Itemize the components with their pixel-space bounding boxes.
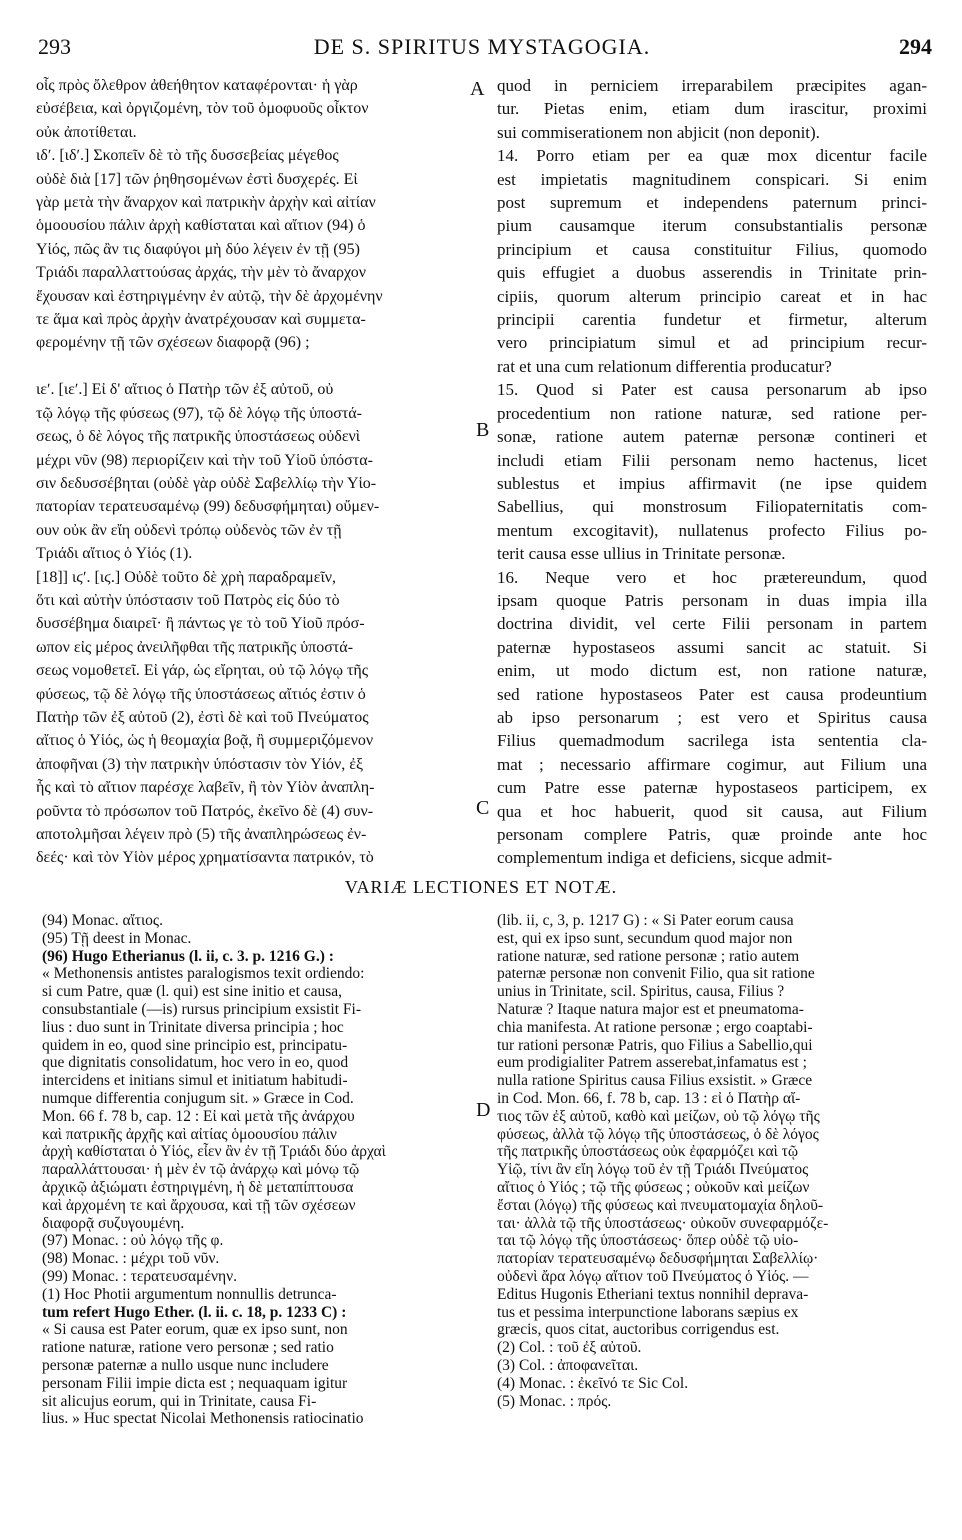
- greek-text-line: ὁμοουσίου πάλιν ἀρχὴ καθίσταται καὶ αἴτιον (94) ὁ: [36, 217, 366, 235]
- note-line: (lib. ii, c, 3, p. 1217 G) : « Si Pater eorum causa: [497, 912, 794, 929]
- note-line: οὐδενὶ ἄρα λόγῳ αἴτιον τοῦ Πνεύματος ὁ Υἱός. —: [497, 1267, 809, 1285]
- greek-text-line: φερομένην τῇ τῶν σχέσεων διαφορᾷ (96) ;: [36, 334, 310, 352]
- latin-text-line: Sabellius, qui monstrosum Filiopaternitatis com-: [497, 497, 927, 517]
- note-line: tur rationi personæ Patris, quo Filius a Sabellio,qui: [497, 1036, 813, 1054]
- note-line: ἔσται (λόγῳ) τῆς φύσεως καὶ πνευματομαχία δηλοῦ-: [497, 1196, 824, 1214]
- greek-text-line: σεως νομοθετεῖ. Εἰ γάρ, ὡς εἴρηται, οὐ τῷ λόγῳ τῆς: [36, 662, 369, 680]
- note-line: tum refert Hugo Ether. (l. ii. c. 18, p. 1233 C) :: [42, 1303, 347, 1321]
- note-line: ratione naturæ, sed ratione personæ ; ratio autem: [497, 947, 800, 965]
- greek-text-line: σεως, ὁ δὲ λόγος τῆς πατρικῆς ὑποστάσεως οὐδενὶ: [36, 428, 361, 446]
- greek-text-line: ἔχουσαν καὶ ἐστηριγμένην ἐν αὐτῷ, τὴν δὲ ἀρχομένην: [36, 287, 383, 305]
- latin-text-line: mat ; necessario affirmare cogimur, aut Filium una: [497, 754, 927, 774]
- note-line: in Cod. Mon. 66, f. 78 b, cap. 13 : εἰ ὁ Πατὴρ αἴ-: [497, 1089, 801, 1107]
- greek-text-line: οἷς πρὸς ὄλεθρον ἀθεήθητον καταφέρονται· ἡ γὰρ: [36, 77, 358, 94]
- greek-text-line: ιδʹ. [ιδʹ.] Σκοπεῖν δὲ τὸ τῆς δυσσεβείας μέγεθος: [36, 147, 339, 165]
- latin-text-line: rat et una cum relationum differentia producatur?: [497, 356, 832, 376]
- latin-text-line: ab ipso personarum ; est vero et Spiritus causa: [497, 707, 927, 727]
- note-line: τιος τῶν ἐξ αὐτοῦ, καθὸ καὶ μείζων, οὐ τῷ λόγῳ τῆς: [497, 1107, 820, 1125]
- note-line: tus et pessima interpunctione laborans sæpius ex: [497, 1303, 799, 1321]
- note-line: αἴτιος ὁ Υἱός ; τῷ τῆς φύσεως ; οὐκοῦν καὶ μείζων: [497, 1178, 810, 1196]
- greek-text-line: πατορίαν τερατευσαμένῳ (99) δεδυσφήμηται) οὔμεν-: [36, 498, 380, 516]
- notes-heading: VARIÆ LECTIONES ET NOTÆ.: [344, 877, 618, 897]
- greek-text-line: ουν οὐκ ἂν εἴη οὐδενὶ τρόπῳ οὐδενὸς τῶν ἐν τῇ: [36, 521, 342, 539]
- latin-text-line: sed ratione hypostaseos Pater est causa prodeuntium: [497, 684, 927, 704]
- note-line: ratione naturæ, ratione vero personæ ; sed ratio: [42, 1339, 334, 1357]
- notes-right-column: [497, 912, 927, 1410]
- note-line: unius in Trinitate, scil. Spiritus, causa, Filius ?: [497, 983, 785, 1001]
- greek-text-line: Τριάδι παραλλαττούσας ἀρχάς, τὴν μὲν τὸ ἄναρχον: [36, 264, 366, 282]
- latin-text-line: complementum indiga et deficiens, sicque admit-: [497, 848, 833, 868]
- margin-letter-b: B: [476, 419, 490, 441]
- greek-text-line: Τριάδι αἴτιος ὁ Υἱός (1).: [36, 545, 193, 563]
- latin-text-line: 15. Quod si Pater est causa personarum ab ipso: [497, 380, 927, 400]
- note-line: (99) Monac. : τερατευσαμένην.: [42, 1267, 237, 1285]
- notes-left-column: [42, 912, 474, 1428]
- page-number-left: 293: [38, 34, 71, 59]
- greek-text-line: οὐκ ἀποτίθεται.: [36, 123, 137, 141]
- latin-text-line: personam complere Patris, quæ proinde ante hoc: [497, 825, 927, 844]
- latin-text-line: mentum excogitavit), nullatenus profecto Filius po-: [497, 520, 927, 540]
- note-line: (98) Monac. : μέχρι τοῦ νῦν.: [42, 1250, 220, 1268]
- note-line: « Si causa est Pater eorum, quæ ex ipso sunt, non: [42, 1321, 348, 1339]
- greek-text-line: οὐδὲ διὰ [17] τῶν ῥηθησομένων ἐστὶ δυσχερές. Εἰ: [36, 170, 358, 188]
- note-line: personam Filii impie dicta est ; nequaquam igitur: [42, 1374, 348, 1392]
- latin-text-line: principii carentia fundetur et firmetur, alterum: [497, 310, 927, 330]
- note-line: que dignitatis consolidatum, hoc vero in eo, quod: [42, 1054, 349, 1072]
- greek-text-line: ωπον εἰς μέρος ἀνειλῆφθαι τῆς πατρικῆς ὑποστά-: [36, 638, 354, 656]
- note-line: καὶ πατρικῆς ἀρχῆς καὶ αἰτίας ὁμοουσίου πάλιν: [42, 1125, 337, 1143]
- note-line: intercidens et initians simul et initiatum habitudi-: [42, 1072, 348, 1090]
- note-line: quidem in eo, quod sine principio est, principatu-: [42, 1036, 348, 1054]
- note-line: consubstantiale (—is) rursus principium exsistit Fi-: [42, 1000, 362, 1018]
- note-line: (96) Hugo Etherianus (l. ii, c. 3. p. 1216 G.) :: [42, 947, 334, 965]
- latin-text-line: tur. Pietas enim, etiam dum irascitur, proximi: [497, 99, 927, 119]
- latin-text-line: pium causamque iterum consubstantialis personæ: [497, 216, 927, 236]
- greek-text-line: [36, 355, 468, 378]
- note-line: (5) Monac. : πρός.: [497, 1392, 612, 1410]
- latin-text-line: sublestus et impius affirmavit (ne ipse quidem: [497, 473, 927, 493]
- margin-letter-a: A: [470, 78, 485, 100]
- greek-text-line: Υἱός, πῶς ἂν τις διαφύγοι μὴ δύο λέγειν ἐν τῇ (95): [36, 240, 360, 258]
- greek-text-line: δυσσέβημα διαιρεῖ· ἢ πάντως γε τὸ τοῦ Υἱοῦ πρόσ-: [36, 615, 365, 633]
- note-line: (2) Col. : τοῦ ἐξ αὐτοῦ.: [497, 1339, 642, 1357]
- note-line: paternæ personæ non convenit Filio, qua sit ratione: [497, 965, 815, 983]
- note-line: « Methonensis antistes paralogismos texit ordiendo:: [42, 965, 365, 983]
- note-line: Υἱῷ, τίνι ἂν εἴη λόγῳ τοῦ ἐν τῇ Τριάδι Πνεύματος: [497, 1161, 809, 1179]
- note-line: eum prodigialiter Patrem asserebat,infamatus est ;: [497, 1054, 807, 1072]
- greek-text-line: αἴτιος ὁ Υἱός, ὡς ἡ θεομαχία βοᾷ, ἢ συμμεριζόμενον: [36, 732, 374, 750]
- note-line: lius. » Huc spectat Nicolai Methonensis ratiocinatio: [42, 1410, 364, 1428]
- margin-letter-c: C: [476, 797, 490, 819]
- note-line: (94) Monac. αἴτιος.: [42, 912, 163, 929]
- latin-text-line: sui commiserationem non abjicit (non deponit).: [497, 122, 820, 142]
- latin-text-column: [497, 74, 927, 870]
- greek-text-line: μέχρι νῦν (98) περιορίζειν καὶ τὴν τοῦ Υἱοῦ ὑπόστα-: [36, 451, 373, 469]
- margin-letter-d: D: [476, 1099, 491, 1121]
- note-line: sit alicujus eorum, qui in Trinitate, causa Fi-: [42, 1392, 317, 1410]
- note-line: πατορίαν τερατευσαμένῳ δεδυσφήμηται Σαβελλίῳ·: [497, 1250, 819, 1268]
- note-line: si cum Patre, quæ (l. qui) est sine initio et causa,: [42, 983, 343, 1001]
- greek-text-line: ὅτι καὶ αὐτὴν ὑπόστασιν τοῦ Πατρὸς εἰς δύο τὸ: [36, 591, 340, 609]
- latin-text-line: cum Patre esse paternæ hypostaseos participem, ex: [497, 778, 927, 798]
- note-line: Mon. 66 f. 78 b, cap. 12 : Εἰ καὶ μετὰ τῆς ἀνάρχου: [42, 1107, 355, 1125]
- note-line: (4) Monac. : ἐκεῖνό τε Sic Col.: [497, 1374, 689, 1392]
- note-line: (1) Hoc Photii argumentum nonnullis detrunca-: [42, 1285, 337, 1303]
- note-line: (95) Τῇ deest in Monac.: [42, 929, 192, 947]
- note-line: Editus Hugonis Etheriani textus nonnihil deprava-: [497, 1285, 809, 1303]
- note-line: παραλλάττουσαι· ἡ μὲν ἐν τῷ ἀνάρχῳ καὶ μόνῳ τῷ: [42, 1161, 360, 1179]
- latin-text-line: 14. Porro etiam per ea quæ mox dicentur facile: [497, 146, 927, 166]
- latin-text-line: enim, ut modo dictum est, non ratione naturæ,: [497, 661, 927, 681]
- greek-text-line: τῷ λόγῳ τῆς φύσεως (97), τῷ δὲ λόγῳ τῆς ὑποστά-: [36, 404, 362, 422]
- note-line: ται τῷ λόγῳ τῆς ὑποστάσεως· ὅπερ οὐδὲ τῷ υἱο-: [497, 1232, 799, 1250]
- note-line: numque differentia conjugum sit. » Græce in Cod.: [42, 1089, 354, 1107]
- greek-text-line: εὐσέβεια, καὶ ὀργιζομένη, τὸν τοῦ ὁμοφυοῦς οἶκτον: [36, 100, 369, 118]
- note-line: græcis, quos citat, auctoribus corrigendus est.: [497, 1321, 780, 1339]
- note-line: lius : duo sunt in Trinitate diversa principia ; hoc: [42, 1018, 344, 1036]
- greek-text-line: Πατὴρ τῶν ἐξ αὐτοῦ (2), ἐστὶ δὲ καὶ τοῦ Πνεύματος: [36, 708, 369, 726]
- note-line: Naturæ ? Itaque natura major est et pneumatoma-: [497, 1000, 804, 1018]
- latin-text-line: principium et causa constituitur Filius, quomodo: [497, 239, 927, 259]
- note-line: διαφορᾷ συζυγουμένη.: [42, 1214, 185, 1232]
- greek-text-line: φύσεως, τῷ δὲ λόγῳ τῆς ὑποστάσεως αἴτιός ἐστιν ὁ: [36, 685, 366, 703]
- note-line: ται· ἀλλὰ τῷ τῆς ὑποστάσεως· οὐκοῦν συνεφαρμόζε-: [497, 1214, 829, 1232]
- note-line: personæ paternæ a nullo usque nunc includere: [42, 1356, 329, 1374]
- latin-text-line: qua et hoc habuerit, quod sit causa, aut Filium: [497, 801, 927, 821]
- greek-text-line: γὰρ μετὰ τὴν ἄναρχον καὶ πατρικὴν ἀρχὴν καὶ αἰτίαν: [36, 194, 376, 212]
- note-line: ἀρχικῷ ἀξιώματι ἐστηριγμένη, ἡ δὲ μεταπίπτουσα: [42, 1178, 354, 1196]
- latin-text-line: ipsam quoque Patris personam in duas impia illa: [497, 590, 927, 610]
- latin-text-line: doctrina dividit, vel certe Filii personam in partem: [497, 614, 927, 634]
- note-line: καὶ ἀρχομένη τε καὶ ἄρχουσα, καὶ τῇ τῶν σχέσεων: [42, 1196, 356, 1214]
- latin-text-line: paternæ hypostaseos assumi sancit ac statuit. Si: [497, 637, 927, 657]
- greek-text-line: ιεʹ. [ιεʹ.] Εἰ δ' αἴτιος ὁ Πατὴρ τῶν ἐξ αὐτοῦ, οὐ: [36, 381, 334, 399]
- latin-text-line: cipiis, quorum alterum principio careat et in hac: [497, 286, 927, 306]
- note-line: chia manifesta. At ratione personæ ; ergo coaptabi-: [497, 1018, 813, 1036]
- running-header: [32, 34, 932, 68]
- latin-text-line: Filius quemadmodum sacrilega ista sententia cla-: [497, 731, 927, 751]
- latin-text-line: post supremum et independens paternum princi-: [497, 193, 927, 213]
- note-line: nulla ratione Spiritus causa Filius exsistit. » Græce: [497, 1072, 813, 1090]
- latin-text-line: procedentium non ratione naturæ, sed ratione per-: [497, 403, 927, 423]
- running-title: DE S. SPIRITUS MYSTAGOGIA.: [313, 34, 651, 59]
- latin-text-line: quod in perniciem irreparabilem præcipites agan-: [497, 76, 927, 95]
- note-line: est, qui ex ipso sunt, secundum quod major non: [497, 929, 793, 947]
- latin-text-line: est impietatis magnitudinem conspicari. Si enim: [497, 169, 927, 189]
- note-line: (97) Monac. : οὐ λόγῳ τῆς φ.: [42, 1232, 224, 1250]
- latin-text-line: terit causa esse ullius in Trinitate personæ.: [497, 544, 786, 564]
- note-line: (3) Col. : ἀποφανεῖται.: [497, 1356, 639, 1374]
- greek-text-line: δεές· καὶ τὸν Υἱὸν μέρος χρηματίσαντα πατρικόν, τὸ: [36, 849, 374, 867]
- greek-text-line: ἧς καὶ τὸ αἴτιον παρέσχε λαβεῖν, ἢ τὸν Υἱὸν ἀναπλη-: [36, 779, 375, 797]
- greek-text-line: αποτολμῆσαι λέγειν πρὸ (5) τῆς ἀναπληρώσεως ἐν-: [36, 826, 367, 843]
- latin-text-line: sonæ, ratione autem paternæ personæ contineri et: [497, 427, 927, 447]
- latin-text-line: quis effugiet a duobus asserendis in Trinitate prin-: [497, 263, 927, 283]
- latin-text-line: vero principiatum simul et ad principium recur-: [497, 333, 927, 353]
- note-line: ἀρχὴ καθίσταται ὁ Υἱός, εἶεν ἂν ἐν τῇ Τριάδι δύο ἀρχαὶ: [42, 1143, 386, 1161]
- note-line: τῆς πατρικῆς ὑποστάσεως οὐκ ἐφαρμόζει καὶ τῷ: [497, 1143, 799, 1161]
- note-line: φύσεως, ἀλλὰ τῷ λόγῳ τῆς ὑποστάσεως, ὁ δὲ λόγος: [497, 1125, 819, 1143]
- greek-text-column: [36, 74, 468, 870]
- greek-text-line: τε ἅμα καὶ πρὸς ἀρχὴν ἀνατρέχουσαν καὶ συμμετα-: [36, 311, 366, 329]
- greek-text-line: σιν δεδυσσέβηται (οὐδὲ γὰρ οὐδὲ Σαβελλίῳ τὴν Υἱο-: [36, 474, 377, 492]
- latin-text-line: 16. Neque vero et hoc prætereundum, quod: [497, 567, 927, 587]
- greek-text-line: ροῦντα τὸ πρόσωπον τοῦ Πατρός, ἐκεῖνο δὲ (4) συν-: [36, 802, 374, 820]
- greek-text-line: ἀποφῆναι (3) τὴν πατρικὴν ὑπόστασιν τὸν Υἱόν, ἐξ: [36, 755, 364, 773]
- greek-text-line: [18]] ιϛʹ. [ιϛ.] Οὐδὲ τοῦτο δὲ χρὴ παραδραμεῖν,: [36, 568, 336, 586]
- latin-text-line: includi etiam Filii personam nemo hactenus, licet: [497, 450, 927, 470]
- page-number-right: 294: [899, 34, 932, 59]
